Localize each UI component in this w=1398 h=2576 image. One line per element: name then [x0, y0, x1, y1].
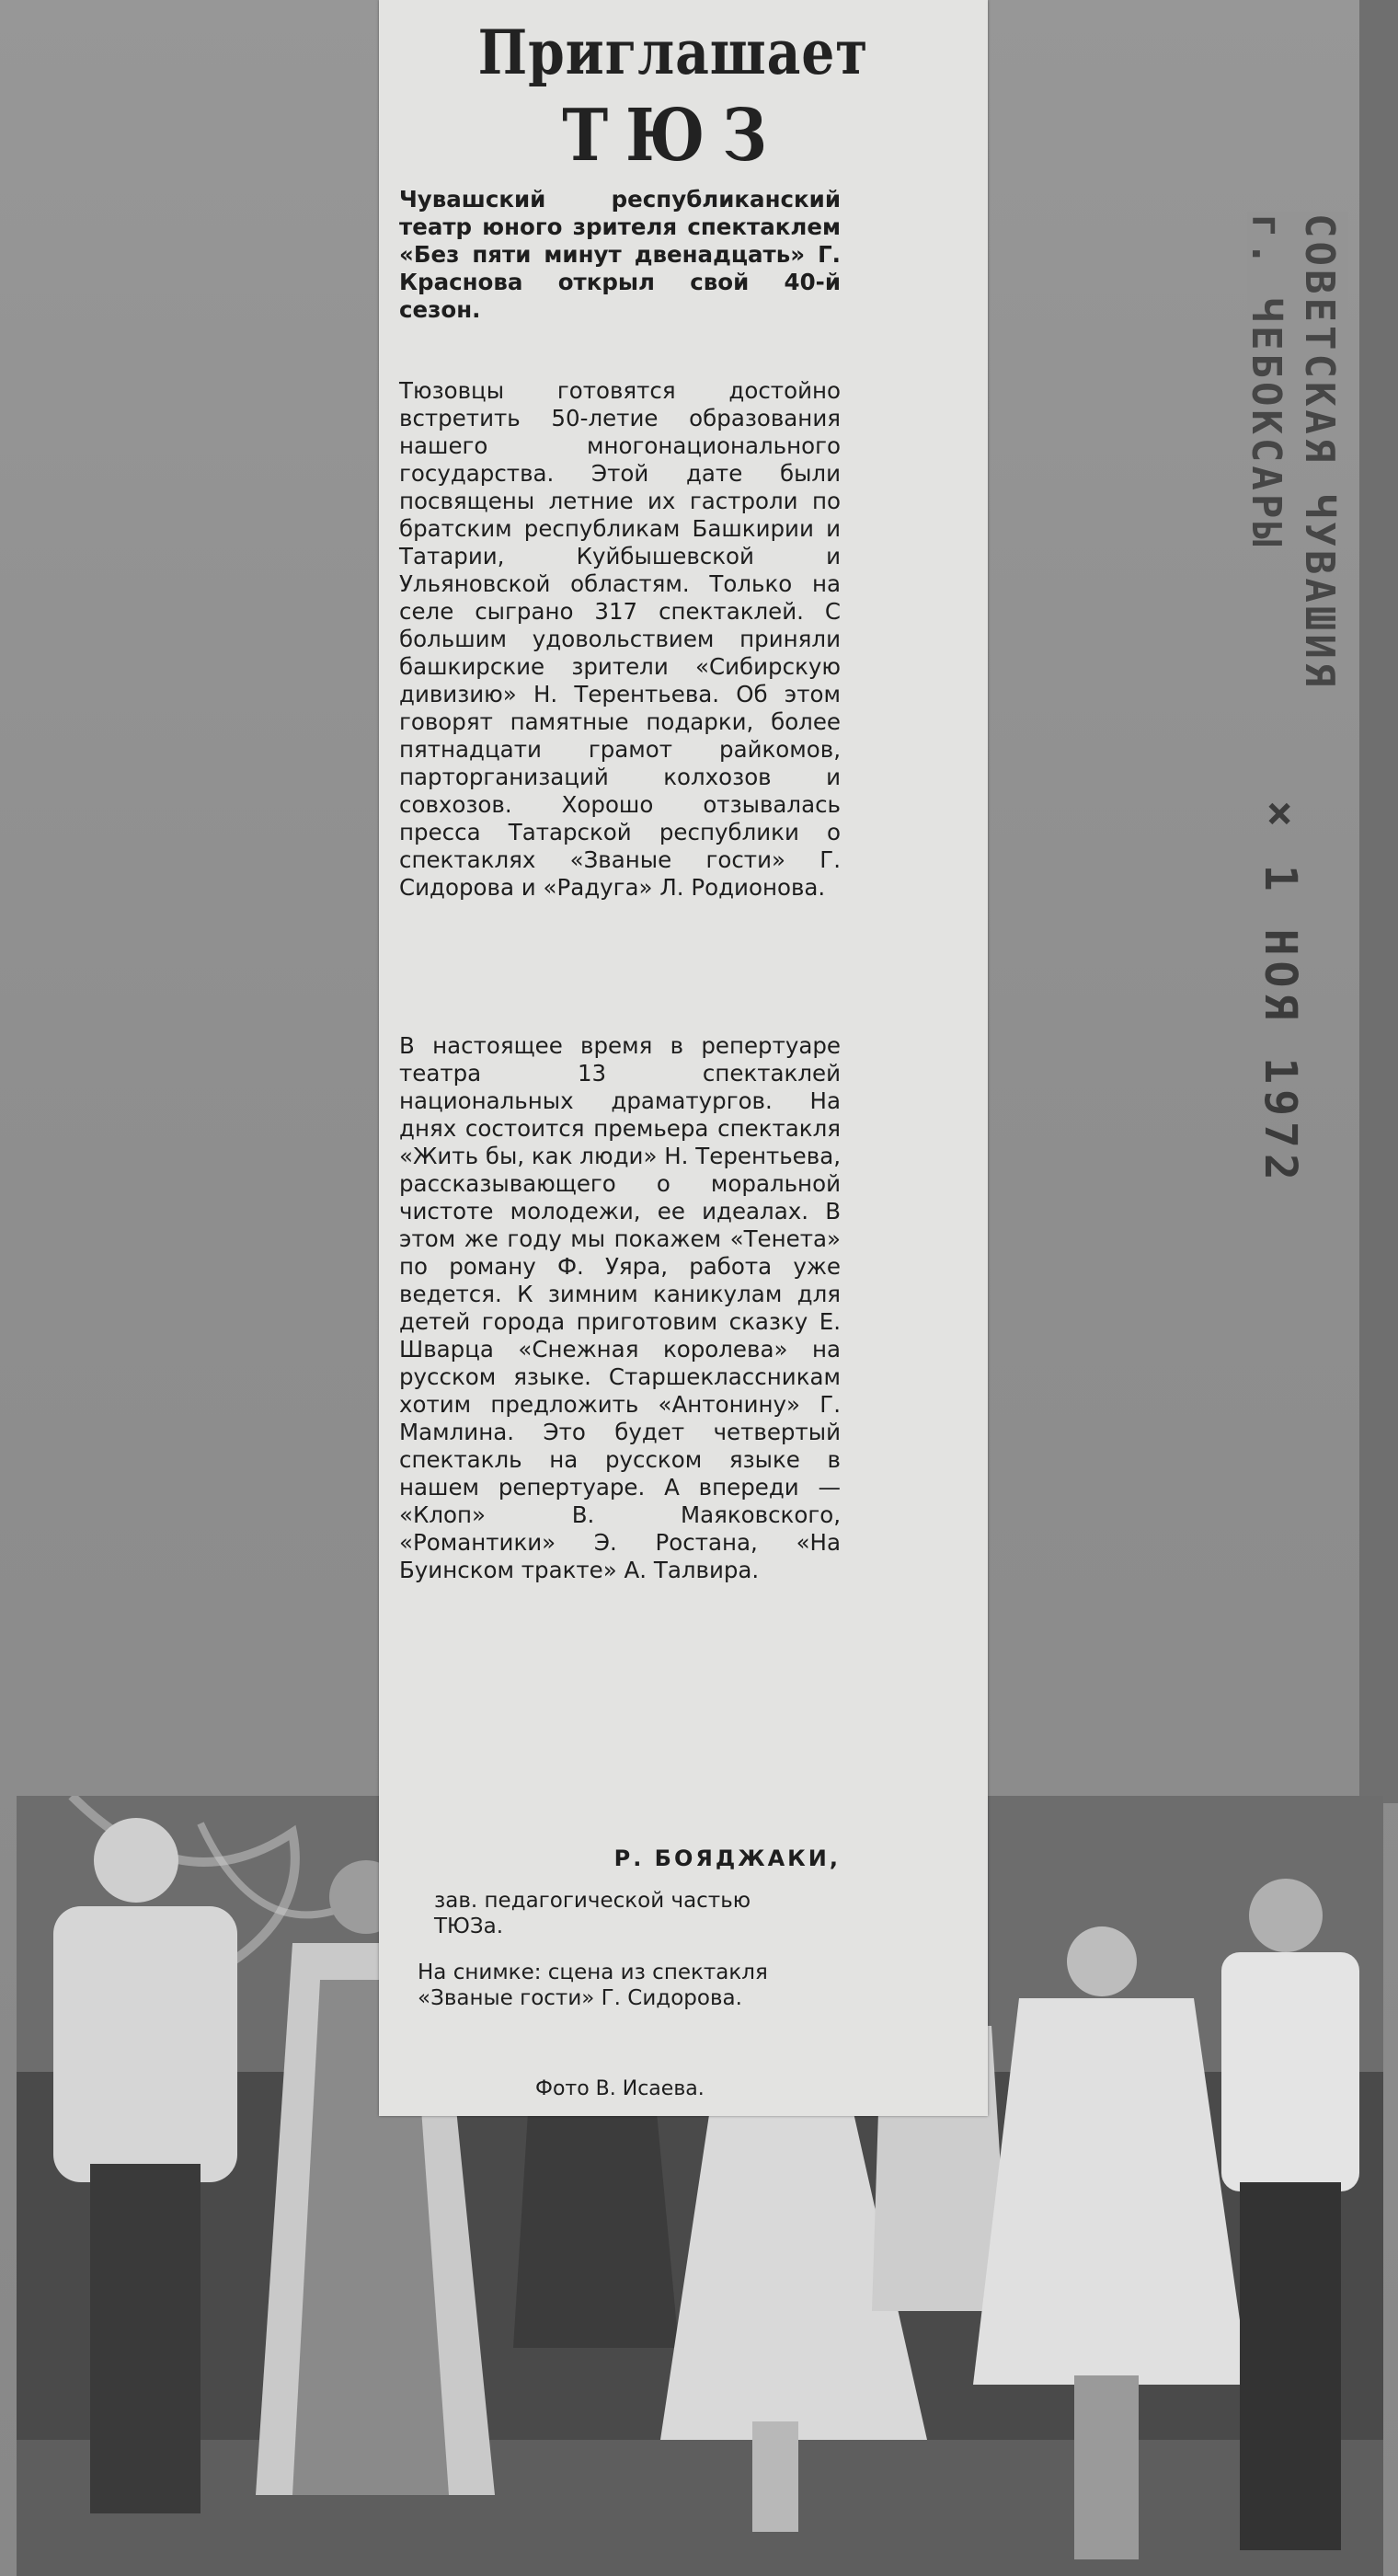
body-paragraph-2: В настоящее время в репертуаре театра 13 спектаклей национальных драматургов. На днях состоится премьера спектакля «Жить бы, как люди» Н. Терентьева, рассказывающего о моральной чистоте молодежи, ее идеалах. В этом же году мы покажем «Тенета» по роману Ф. Уяра, работа уже ведется. К зимним каникулам для детей города приготовим сказку Е. Шварца «Снежная королева» на русском языке. Старшеклассникам хотим предложить «Антонину» Г. Мамлина. Это будет четвертый спектакль на русском языке в нашем репертуаре. А впереди — «Клоп» В. Маяковского, «Романтики» Э. Ростана, «На Буинском тракте» А. Талвира.: [399, 1032, 841, 1583]
stamp-date: × 1 НОЯ 1972: [1255, 800, 1306, 1186]
stamp-newspaper-name: СОВЕТСКАЯ ЧУВАШИЯ: [1296, 213, 1343, 691]
author-position: зав. педагогической частью ТЮЗа.: [434, 1889, 751, 1938]
newspaper-clipping: [379, 0, 1343, 2116]
author-signature: Р. БОЯДЖАКИ,: [613, 1846, 841, 1871]
photo-credit: Фото В. Исаева.: [535, 2077, 705, 2100]
headline-line-2: ТЮЗ: [562, 94, 785, 178]
photo-caption: На снимке: сцена из спектакля «Званые гости» Г. Сидорова.: [418, 1961, 768, 2010]
lead-paragraph: Чувашский республиканский театр юного зрителя спектаклем «Без пяти минут двенадцать» Г. Краснова открыл свой 40-й сезон.: [399, 186, 841, 323]
body-paragraph-1: Тюзовцы готовятся достойно встретить 50-летие образования нашего многонационального государства. Этой дате были посвящены летние их гастроли по братским республикам Башкирии и Татарии, Куйбышевской и Ульяновской областям. Только на селе сыграно 317 спектаклей. С большим удовольствием приняли башкирские зрители «Сибирскую дивизию» Н. Терентьева. Об этом говорят памятные подарки, более пятнадцати грамот райкомов, парторганизаций колхозов и совхозов. Хорошо отзывалась пресса Татарской республики о спектаклях «Званые гости» Г. Сидорова и «Радуга» Л. Родионова.: [399, 377, 841, 901]
stamp-city: г. ЧЕБОКСАРЫ: [1243, 213, 1289, 550]
board-edge: [1359, 0, 1398, 1803]
headline-line-1: Приглашает: [477, 17, 869, 88]
